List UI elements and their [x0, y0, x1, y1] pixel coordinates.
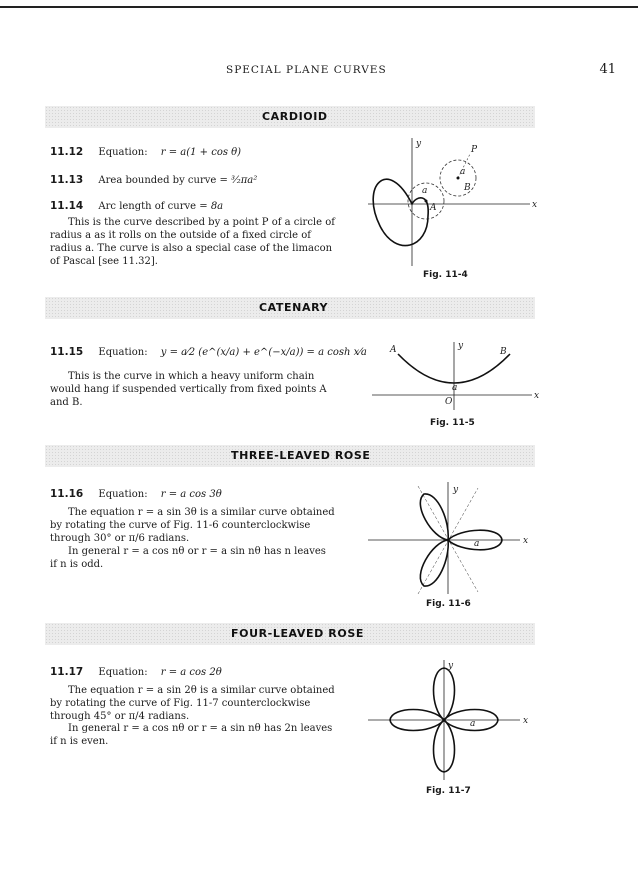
formula: ³⁄₂πa²: [231, 175, 258, 186]
section-band-three-leaved-rose: [45, 445, 535, 467]
page-number: 41: [599, 62, 616, 77]
rose-leaf: [420, 540, 448, 586]
axis-label-y: y: [448, 661, 454, 671]
axis-label-x: x: [523, 716, 529, 726]
description-general: In general r = a cos nθ or r = a sin nθ has n leaves if n is odd.: [50, 546, 326, 570]
formula-label: Area bounded by curve =: [98, 175, 232, 186]
formula-line: [50, 346, 367, 358]
section-heading: THREE-LEAVED ROSE: [231, 449, 371, 462]
section-heading: FOUR-LEAVED ROSE: [231, 627, 364, 640]
formula-number: 11.16: [50, 488, 84, 500]
point-label-B: B: [500, 347, 507, 357]
description: This is the curve in which a heavy uniform chain would hang if suspended vertically from fixed points A and B.: [50, 371, 327, 408]
figure-caption: Fig. 11-4: [423, 270, 468, 280]
four-leaved-rose-figure: [368, 658, 538, 782]
section-heading: CATENARY: [259, 301, 329, 314]
formula: 8a: [210, 201, 224, 212]
axis-label-x: x: [534, 391, 540, 401]
formula-line: [50, 146, 241, 158]
cardioid-curve: [373, 179, 428, 245]
figure-caption: Fig. 11-6: [426, 599, 471, 609]
description-general: In general r = a cos nθ or r = a sin nθ has 2n leaves if n is even.: [50, 723, 333, 747]
section-heading: CARDIOID: [262, 110, 328, 123]
section-band-cardioid: [45, 106, 535, 128]
radius-label: a: [422, 186, 428, 196]
formula-line: [50, 488, 222, 500]
formula-number: 11.15: [50, 346, 84, 358]
height-label: a: [452, 383, 458, 393]
formula-number: 11.17: [50, 666, 84, 678]
formula-line: [50, 174, 257, 186]
formula: r = a cos 3θ: [160, 489, 222, 500]
formula-label: Equation:: [98, 667, 148, 678]
axis-label-x: x: [532, 200, 538, 210]
description: The equation r = a sin 3θ is a similar curve obtained by rotating the curve of Fig. 11-6 counterclockwise through 30° or π/6 radians.: [50, 507, 335, 544]
center-A: [425, 200, 428, 203]
point-label-A: A: [430, 203, 437, 213]
formula: y = a⁄2 (e^(x/a) + e^(−x/a)) = a cosh x⁄a: [160, 347, 367, 358]
formula-line: [50, 200, 223, 212]
rose-leaf: [420, 494, 448, 540]
description: The equation r = a sin 2θ is a similar curve obtained by rotating the curve of Fig. 11-7 counterclockwise through 45° or π/4 radians.: [50, 685, 335, 722]
section-band-four-leaved-rose: [45, 623, 535, 645]
point-label-P: P: [471, 145, 478, 155]
catenary-figure: [372, 340, 542, 410]
formula-label: Equation:: [98, 147, 148, 158]
formula-label: Equation:: [98, 489, 148, 500]
cardioid-figure: [368, 136, 558, 266]
formula-label: Equation:: [98, 347, 148, 358]
axis-label-x: x: [523, 536, 529, 546]
formula-line: [50, 666, 222, 678]
leaf-length-label: a: [474, 539, 480, 549]
formula: r = a(1 + cos θ): [160, 147, 242, 158]
point-label-A: A: [390, 345, 397, 355]
running-header: SPECIAL PLANE CURVES: [226, 64, 387, 76]
top-rule: [0, 6, 638, 8]
three-leaved-rose-figure: [368, 480, 538, 596]
figure-caption: Fig. 11-7: [426, 786, 471, 796]
formula-number: 11.13: [50, 174, 84, 186]
description: This is the curve described by a point P of a circle of radius a as it rolls on the outside of a fixed circle of radius a. The curve is also a special case of the limacon of Pascal [see 11.32].: [50, 217, 335, 267]
formula-number: 11.14: [50, 200, 84, 212]
formula-number: 11.12: [50, 146, 84, 158]
section-band-catenary: [45, 297, 535, 319]
point-label-B: B: [464, 183, 471, 193]
axis-label-y: y: [458, 341, 464, 351]
formula-label: Arc length of curve =: [98, 201, 211, 212]
axis-label-y: y: [453, 485, 459, 495]
formula: r = a cos 2θ: [160, 667, 222, 678]
radius-label: a: [460, 167, 466, 177]
leaf-length-label: a: [470, 719, 476, 729]
origin-label: O: [445, 397, 453, 407]
figure-caption: Fig. 11-5: [430, 418, 475, 428]
axis-label-y: y: [416, 139, 422, 149]
